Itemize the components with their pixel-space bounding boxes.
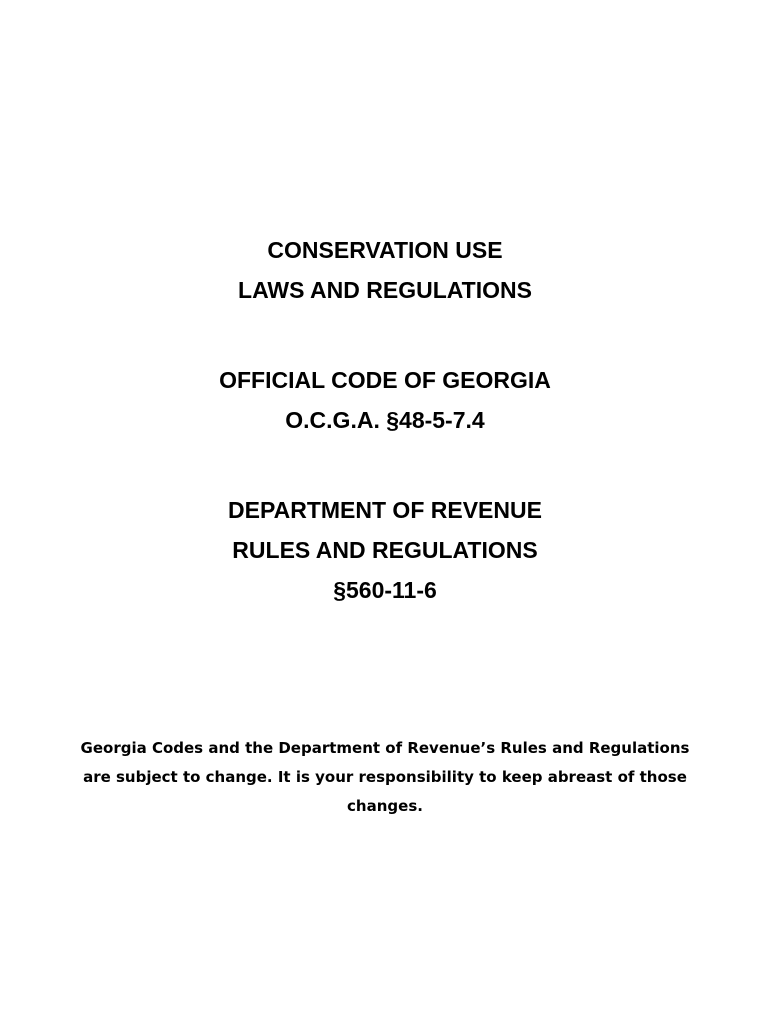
- department-rules-heading: RULES AND REGULATIONS: [232, 537, 538, 563]
- code-section: O.C.G.A. §48-5-7.4: [285, 407, 485, 433]
- change-notice: [60, 734, 710, 821]
- document-title: [0, 230, 770, 310]
- department-reference: [0, 490, 770, 610]
- code-reference: [0, 360, 770, 440]
- notice-line-3: changes.: [347, 797, 423, 815]
- title-line-conservation-use: CONSERVATION USE: [267, 237, 503, 263]
- code-name: OFFICIAL CODE OF GEORGIA: [219, 367, 551, 393]
- title-line-laws-and-regulations: LAWS AND REGULATIONS: [238, 277, 532, 303]
- notice-line-1: Georgia Codes and the Department of Revenue’s Rules and Regulations: [80, 739, 690, 757]
- department-rule-section: §560-11-6: [333, 577, 437, 603]
- department-name: DEPARTMENT OF REVENUE: [228, 497, 542, 523]
- notice-line-2: are subject to change. It is your responsibility to keep abreast of those: [83, 768, 687, 786]
